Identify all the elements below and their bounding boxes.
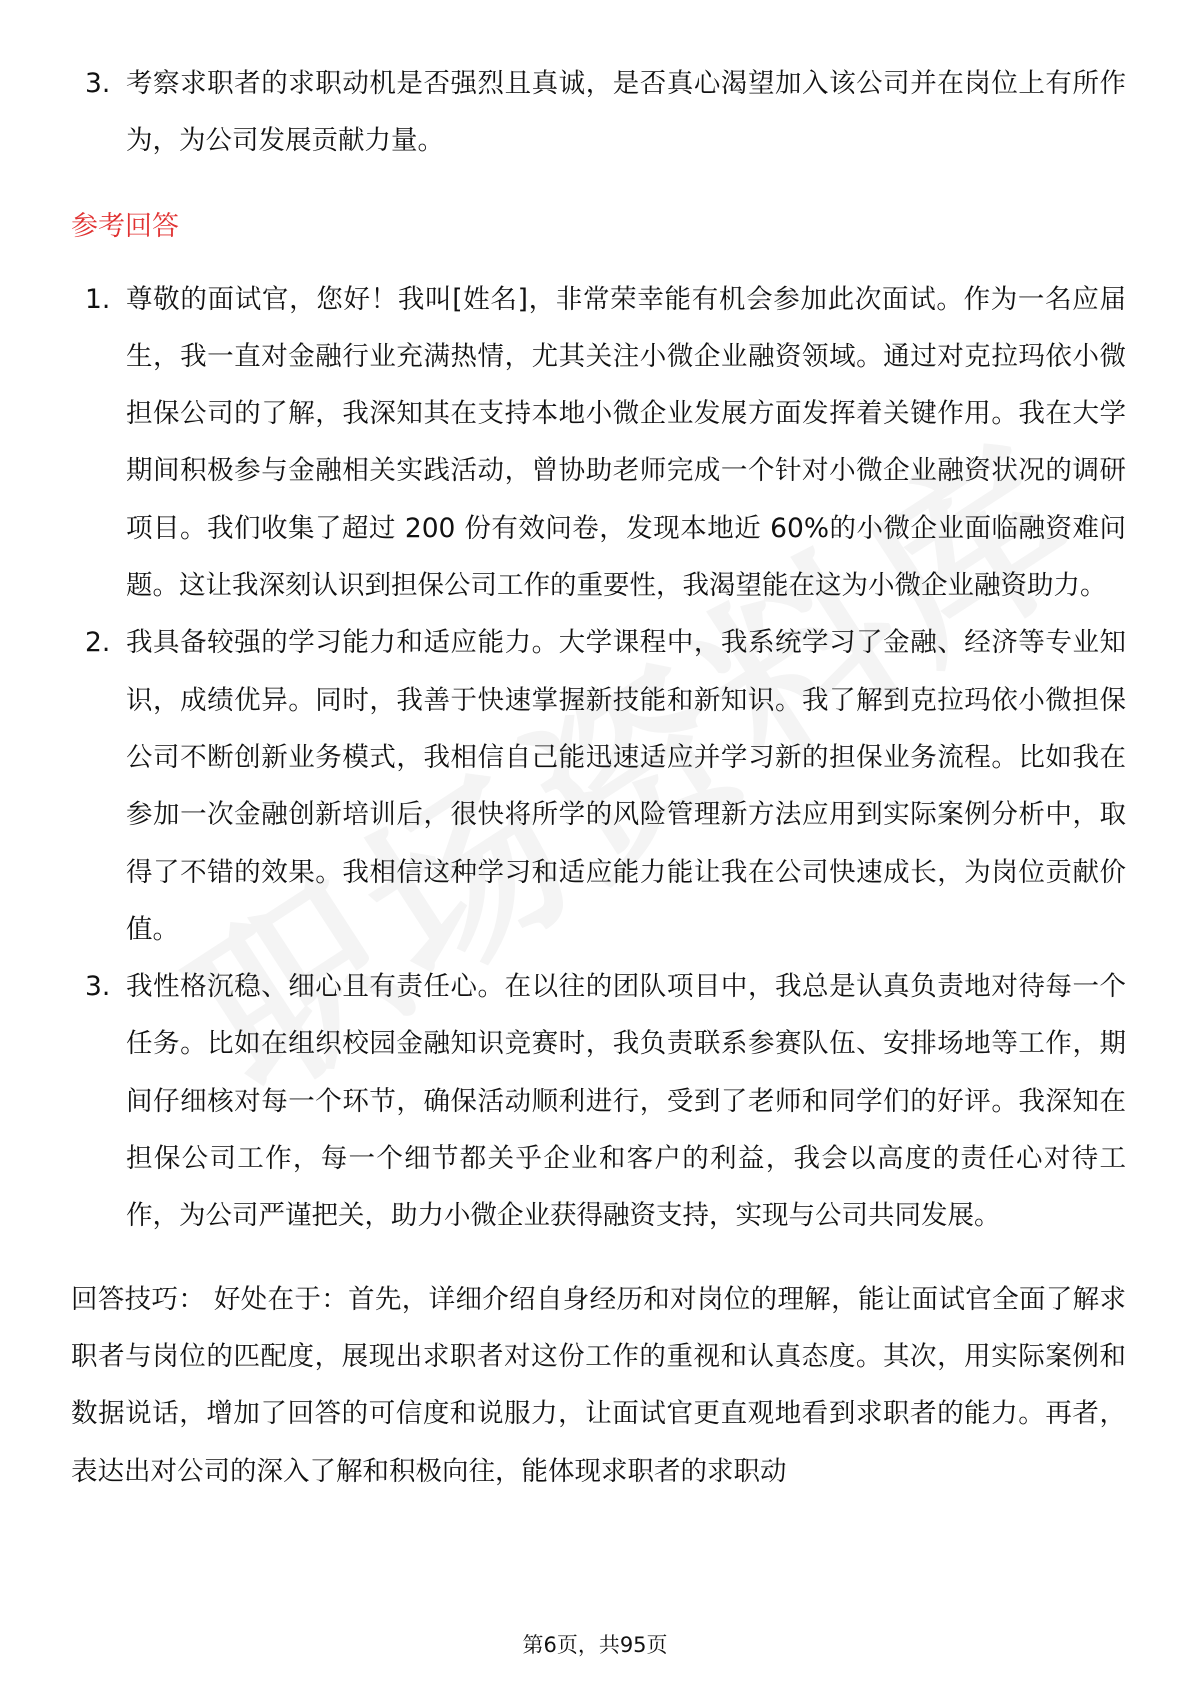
criteria-list (71, 55, 1126, 170)
item-text: 我性格沉稳、细心且有责任心。在以往的团队项目中，我总是认真负责地对待每一个任务。比如在组织校园金融知识竞赛时，我负责联系参赛队伍、安排场地等工作，期间仔细核对每一个环节，确保活动顺利进行，受到了老师和同学们的好评。我深知在担保公司工作，每一个细节都关乎企业和客户的利益，我会以高度的责任心对待工作，为公司严谨把关，助力小微企业获得融资支持，实现与公司共同发展。 (126, 971, 1126, 1232)
document-body (71, 55, 1126, 1500)
answer-list (71, 271, 1126, 1245)
answer-tips: 回答技巧： 好处在于：首先，详细介绍自身经历和对岗位的理解，能让面试官全面了解求职者与岗位的匹配度，展现出求职者对这份工作的重视和认真态度。其次，用实际案例和数据说话，增加了回答的可信度和说服力，让面试官更直观地看到求职者的能力。再者，表达出对公司的深入了解和积极向往，能体现求职者的求职动 (71, 1283, 1126, 1487)
answer-item (71, 614, 1126, 958)
item-number: 3. (85, 971, 111, 1003)
item-text: 尊敬的面试官，您好！我叫[姓名]，非常荣幸能有机会参加此次面试。作为一名应届生，我一直对金融行业充满热情，尤其关注小微企业融资领域。通过对克拉玛依小微担保公司的了解，我深知其在支持本地小微企业发展方面发挥着关键作用。我在大学期间积极参与金融相关实践活动，曾协助老师完成一个针对小微企业融资状况的调研项目。我们收集了超过 200 份有效问卷，发现本地近 60%的小微企业面临融资难问题。这让我深刻认识到担保公司工作的重要性，我渴望能在这为小微企业融资助力。 (126, 283, 1126, 602)
item-text: 考察求职者的求职动机是否强烈且真诚，是否真心渴望加入该公司并在岗位上有所作为，为公司发展贡献力量。 (126, 68, 1126, 157)
page-footer: 第6页，共95页 (522, 1633, 668, 1657)
item-number: 2. (85, 627, 111, 659)
answer-item (71, 958, 1126, 1244)
item-number: 1. (85, 283, 111, 315)
item-number: 3. (85, 68, 111, 99)
section-title: 参考回答 (71, 210, 179, 242)
answer-item (71, 271, 1126, 615)
item-text: 我具备较强的学习能力和适应能力。大学课程中，我系统学习了金融、经济等专业知识，成绩优异。同时，我善于快速掌握新技能和新知识。我了解到克拉玛依小微担保公司不断创新业务模式，我相信自己能迅速适应并学习新的担保业务流程。比如我在参加一次金融创新培训后，很快将所学的风险管理新方法应用到实际案例分析中，取得了不错的效果。我相信这种学习和适应能力能让我在公司快速成长，为岗位贡献价值。 (126, 627, 1126, 945)
criteria-item (71, 55, 1126, 170)
